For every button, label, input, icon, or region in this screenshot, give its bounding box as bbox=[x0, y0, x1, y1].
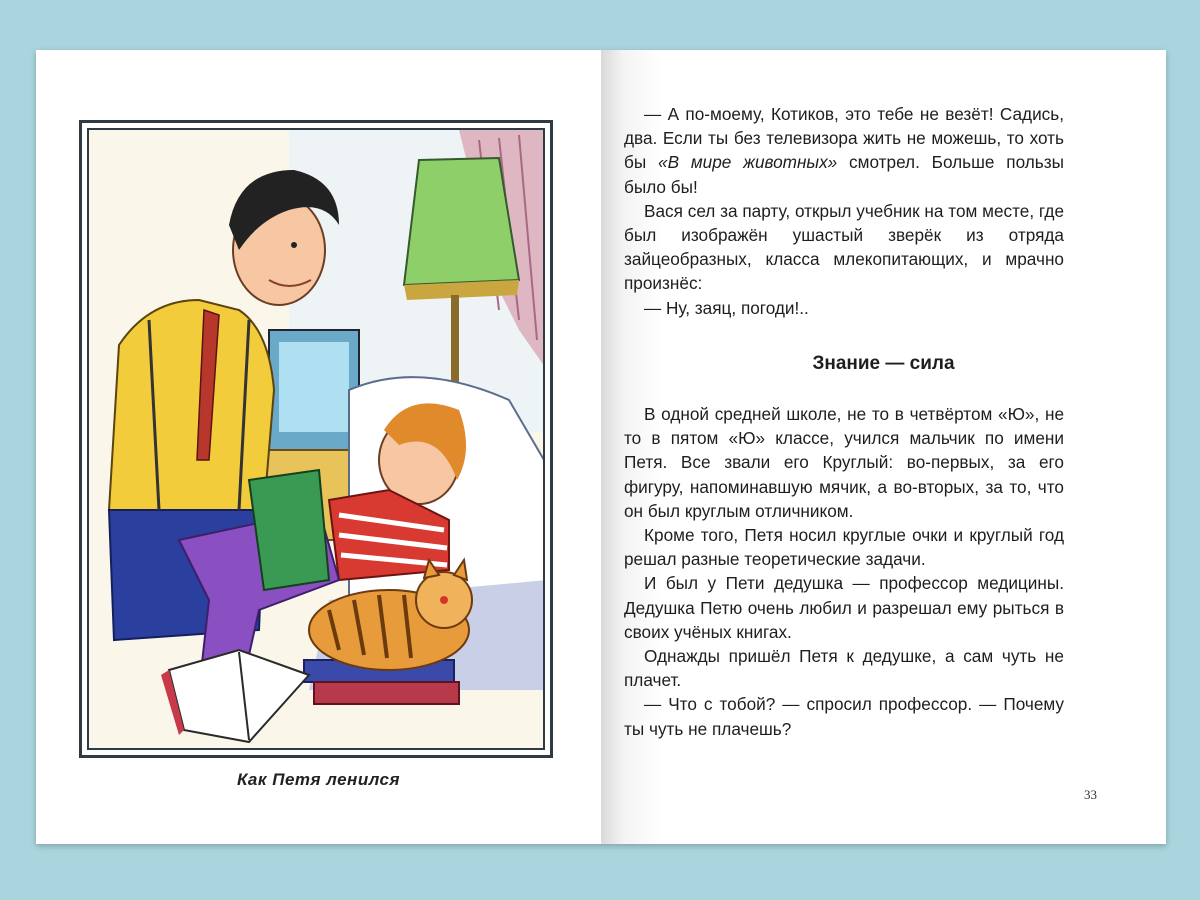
paragraph: В одной средней школе, не то в четвёртом «Ю», не то в пятом «Ю» классе, учился мальчик по имени Петя. Все звали его Круглый: во-первых, за его фигуру, напоминавшую мячик, а во-вторых, за то, что он был круглым отличником. bbox=[624, 404, 1064, 521]
story-continuation bbox=[624, 102, 1064, 320]
paragraph: Вася сел за парту, открыл учебник на том месте, где был изображён ушастый зверёк из отряда зайцеобразных, класса млекопитающих, и мрачно произнёс: bbox=[624, 200, 1064, 294]
emphasized-title: «В мире животных» bbox=[658, 152, 838, 173]
illustration-drawing bbox=[89, 130, 545, 750]
left-page bbox=[36, 50, 601, 844]
illustration bbox=[87, 128, 545, 750]
illustration-caption: Как Петя ленился bbox=[236, 770, 401, 789]
paragraph: — Ну, заяц, погоди!.. bbox=[644, 297, 809, 318]
section-body bbox=[624, 402, 1064, 741]
section-heading: Знание — сила bbox=[812, 353, 955, 374]
paragraph bbox=[624, 102, 1064, 199]
illustration-frame bbox=[79, 120, 553, 758]
paragraph: Однажды пришёл Петя к дедушке, а сам чуть не плачет. bbox=[624, 646, 1064, 691]
page-number: 33 bbox=[1084, 787, 1097, 802]
paragraph-text: смотрел. Больше пользы было бы! bbox=[624, 152, 1064, 197]
paragraph: — Что с тобой? — спросил профессор. — Почему ты чуть не плачешь? bbox=[624, 694, 1064, 739]
paragraph: Кроме того, Петя носил круглые очки и круглый год решал разные теоретические задачи. bbox=[624, 525, 1064, 570]
paragraph: И был у Пети дедушка — профессор медицины. Дедушка Петю очень любил и разрешал ему рыться в своих учёных книгах. bbox=[624, 573, 1064, 642]
paragraph-text: — А по-моему, Котиков, это тебе не везёт! Садись, два. Если ты без телевизора жить не можешь, то хоть бы bbox=[624, 104, 1064, 173]
